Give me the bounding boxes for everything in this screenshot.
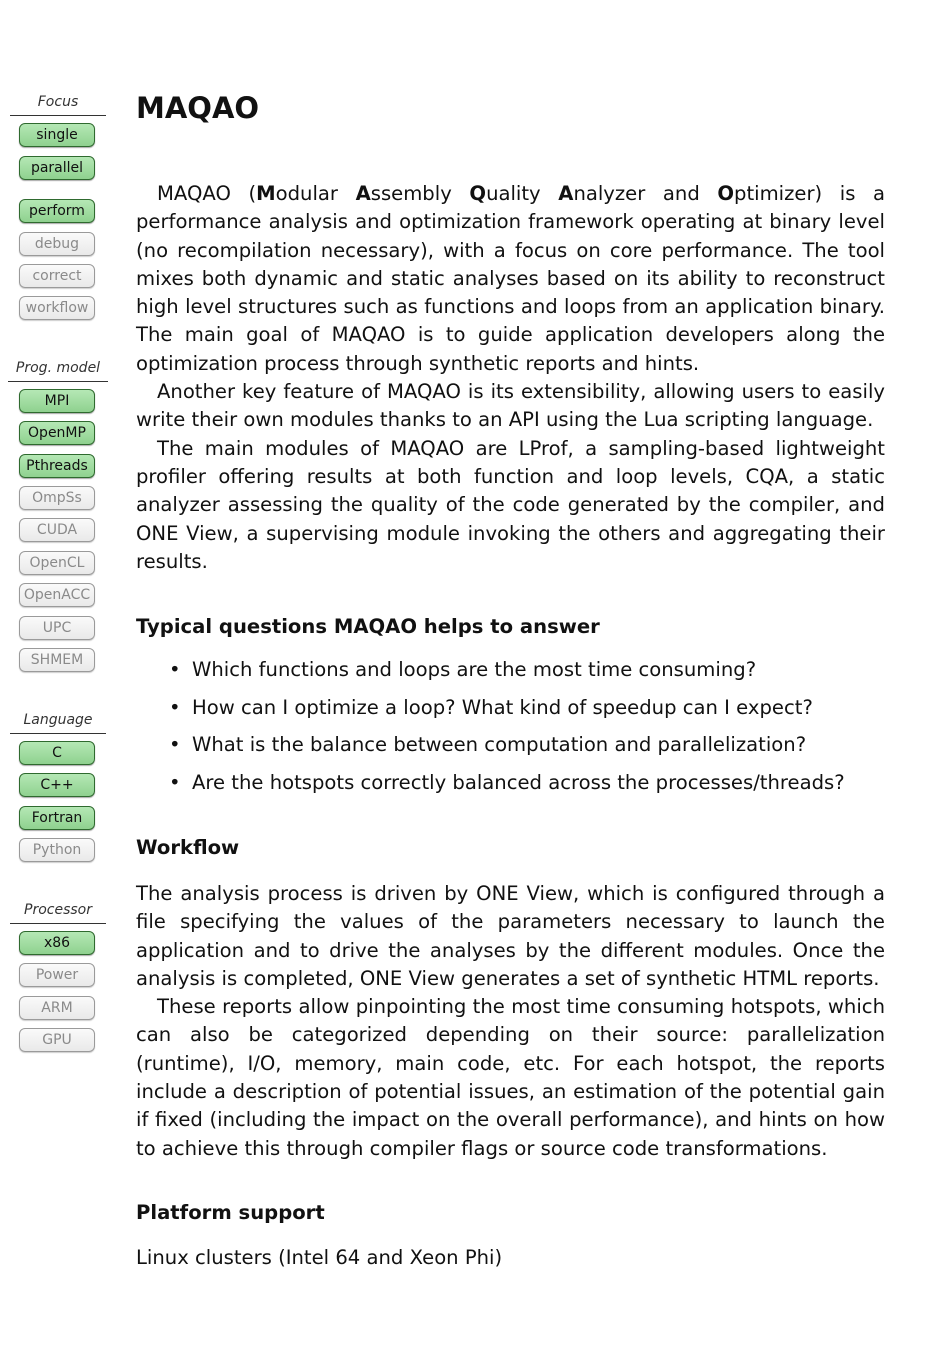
workflow-paragraph-2: These reports allow pinpointing the most time consuming hotspots, which can also be categorized depending on their source: parallelization (runtime), I/O, memory, main code, etc. For each hotspot, the reports include a description of potential issues, an estimation of the potential gain if fixed (including the impact on the overall performance), and hints on how to achieve this through compiler flags or source code transformations. [136,995,885,1160]
list-item: • How can I optimize a loop? What kind of speedup can I expect? [169,695,813,719]
list-item: • Which functions and loops are the most time consuming? [169,658,757,681]
intro-paragraph-2: Another key feature of MAQAO is its extensibility, allowing users to easily write their own modules thanks to an API using the Lua scripting language. [136,380,885,432]
tag-perform[interactable]: perform [19,199,95,223]
questions-heading: Typical questions MAQAO helps to answer [136,615,600,638]
tag-correct[interactable]: correct [19,264,95,288]
intro-paragraph-3: The main modules of MAQAO are LProf, a sampling-based lightweight profiler offering results at both function and loop levels, CQA, a static analyzer assessing the quality of the code generated by the compiler, and ONE View, a supervising module invoking the others and aggregating their results. [136,436,885,573]
tag-gpu[interactable]: GPU [19,1028,95,1052]
tag-parallel[interactable]: parallel [19,156,95,180]
tag-x86[interactable]: x86 [19,931,95,955]
platform-section [136,1244,885,1272]
tag-mpi[interactable]: MPI [19,389,95,413]
intro-section [136,180,885,576]
group-label-prog-model: Prog. model [8,360,108,382]
tag-arm[interactable]: ARM [19,996,95,1020]
tag-debug[interactable]: debug [19,232,95,256]
tag-shmem[interactable]: SHMEM [19,648,95,672]
tag-pthreads[interactable]: Pthreads [19,454,95,478]
list-item: • Are the hotspots correctly balanced across the processes/threads? [169,771,845,795]
questions-list [136,656,885,807]
group-label-focus: Focus [10,94,106,116]
group-label-processor: Processor [10,902,106,924]
tag-cpp[interactable]: C++ [19,773,95,797]
platform-text: Linux clusters (Intel 64 and Xeon Phi) [136,1246,503,1269]
tag-cuda[interactable]: CUDA [19,518,95,542]
tag-openacc[interactable]: OpenACC [19,583,95,607]
list-item: • What is the balance between computation and parallelization? [169,733,807,757]
tag-openmp[interactable]: OpenMP [19,421,95,445]
tag-fortran[interactable]: Fortran [19,806,95,830]
tag-c[interactable]: C [19,741,95,765]
tag-upc[interactable]: UPC [19,616,95,640]
tag-python[interactable]: Python [19,838,95,862]
tag-ompss[interactable]: OmpSs [19,486,95,510]
tag-power[interactable]: Power [19,963,95,987]
tag-workflow[interactable]: workflow [19,296,95,320]
workflow-heading: Workflow [136,836,240,859]
intro-paragraph-1: MAQAO (Modular Assembly Quality Analyzer and Optimizer) is a performance analysis and optimization framework operating at binary level (no recompilation necessary), with a focus on core performance. The tool mixes both dynamic and static analyses based on its ability to reconstruct high level structures such as functions and loops from an application binary. The main goal of MAQAO is to guide application developers along the optimization process through synthetic reports and hints. [136,182,886,375]
workflow-paragraph-1: The analysis process is driven by ONE View, which is configured through a file specifying the values of the parameters necessary to launch the application and to drive the analyses by the different modules. Once the analysis is completed, ONE View generates a set of synthetic HTML reports. [136,882,885,990]
platform-heading: Platform support [136,1201,325,1224]
group-label-language: Language [10,712,106,734]
tag-opencl[interactable]: OpenCL [19,551,95,575]
tag-single[interactable]: single [19,123,95,147]
page-title: MAQAO [136,91,260,125]
workflow-section [136,880,885,1163]
